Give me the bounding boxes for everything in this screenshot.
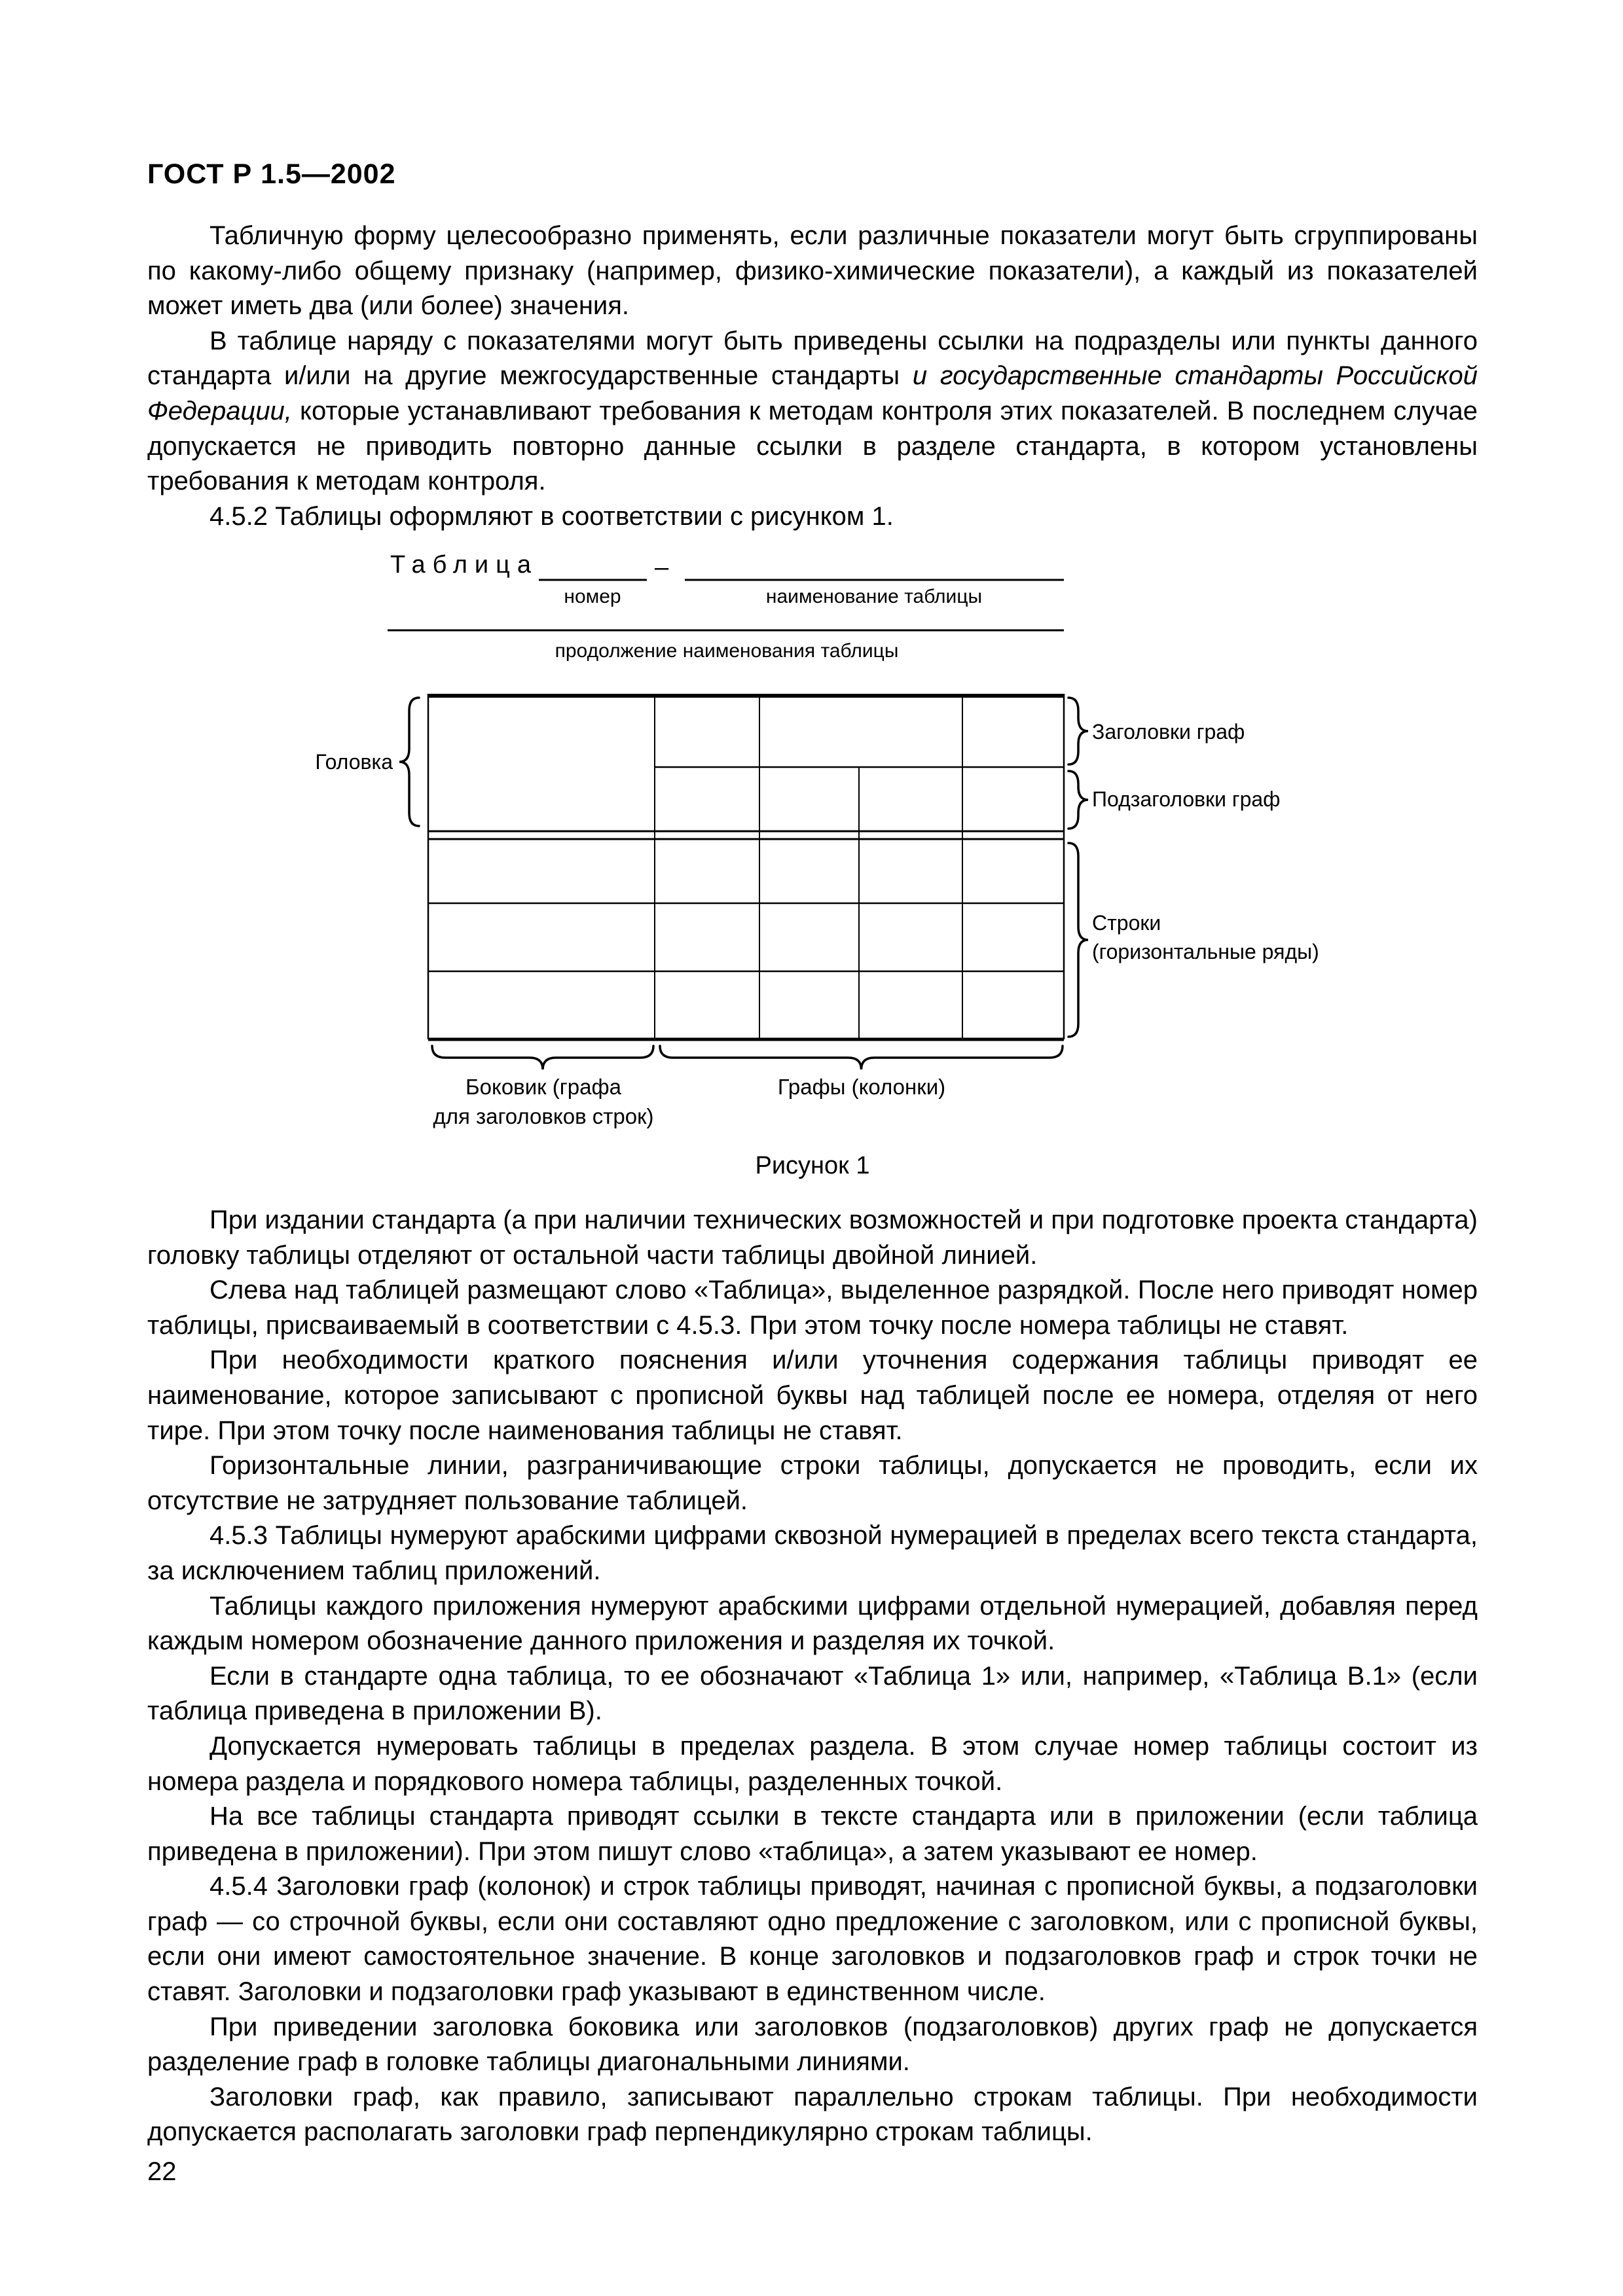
text-run: которые устанавливают требования к методам контроля этих показателей. В последнем случае допускается не приводить повторно данные ссылки в разделе стандарта, в котором установлены требования к методам контроля. — [147, 396, 1478, 496]
brace-column-headers — [1068, 698, 1088, 764]
paragraph — [147, 1799, 1478, 1869]
text-run: Таблицы каждого приложения нумеруют арабскими цифрами отдельной нумерацией, добавляя перед каждым номером обозначение данного приложения и разделяя их точкой. — [147, 1591, 1478, 1656]
text-run: 4.5.3 Таблицы нумеруют арабскими цифрами сквозной нумерацией в пределах всего текста стандарта, за исключением таблиц приложений. — [147, 1521, 1478, 1585]
text-run: Слева над таблицей размещают слово «Таблица», выделенное разрядкой. После него приводят номер таблицы, присваиваемый в соответствии с 4.5.3. При этом точку после номера таблицы не ставят. — [147, 1276, 1478, 1340]
paragraph — [147, 2080, 1478, 2150]
paragraph — [147, 2010, 1478, 2080]
paragraph — [147, 1448, 1478, 1518]
text-run: На все таблицы стандарта приводят ссылки в тексте стандарта или в приложении (если таблица приведена в приложении). При этом пишут слово «таблица», а затем указывают ее номер. — [147, 1802, 1478, 1866]
label-number: номер — [564, 586, 621, 607]
figure-caption: Рисунок 1 — [755, 1152, 870, 1179]
paragraph — [147, 219, 1478, 324]
paragraph — [147, 1273, 1478, 1343]
label-table-name: наименование таблицы — [765, 586, 983, 607]
text-run: Если в стандарте одна таблица, то ее обозначают «Таблица 1» или, например, «Таблица В.1» (если таблица приведена в приложении В). — [147, 1661, 1478, 1726]
brace-rows — [1068, 843, 1088, 1037]
brace-columns — [660, 1046, 1063, 1069]
text-run: 4.5.4 Заголовки граф (колонок) и строк таблицы приводят, начиная с прописной буквы, а подзаголовки граф — со строчной буквы, если они составляют одно предложение с заголовком, или с прописной буквы, если они имеют самостоятельное значение. В конце заголовков и подзаголовков граф и строк точки не ставят. Заголовки и подзаголовки граф указывают в единственном числе. — [147, 1872, 1478, 2007]
label-sidebar-line2: для заголовков строк) — [433, 1104, 654, 1128]
label-column-subheaders: Подзаголовки граф — [1092, 787, 1281, 811]
text-run: При необходимости краткого пояснения и/или уточнения содержания таблицы приводят ее наименование, которое записывают с прописной буквы над таблицей после ее номера, отделяя от него тире. При этом точку после наименования таблицы не ставят. — [147, 1346, 1478, 1445]
paragraph — [147, 1659, 1478, 1729]
figure-table-word: Таблица — [390, 551, 538, 579]
brace-sidebar — [432, 1046, 653, 1069]
text-run: Заголовки граф, как правило, записывают параллельно строкам таблицы. При необходимости допускается располагать заголовки граф перпендикулярно строкам таблицы. — [147, 2082, 1478, 2147]
label-head: Головка — [315, 750, 393, 774]
page-number: 22 — [147, 2157, 177, 2186]
paragraph — [147, 1729, 1478, 1799]
table-grid — [428, 694, 1064, 1039]
text-run: В таблице наряду с показателями могут быть приведены ссылки на подразделы или пункты данного стандарта и/или на другие межгосударственные стандарты — [147, 326, 1478, 391]
text-run: 4.5.2 Таблицы оформляют в соответствии с рисунком 1. — [210, 501, 894, 531]
italic-run: и государственные стандарты Российской Федерации, — [147, 361, 1478, 425]
text-run: При издании стандарта (а при наличии технических возможностей и при подготовке проекта стандарта) головку таблицы отделяют от остальной части таблицы двойной линией. — [147, 1206, 1478, 1270]
text-run: При приведении заголовка боковика или заголовков (подзаголовков) других граф не допускается разделение граф в головке таблицы диагональными линиями. — [147, 2012, 1478, 2077]
paragraph — [147, 1343, 1478, 1448]
text-run: Допускается нумеровать таблицы в пределах раздела. В этом случае номер таблицы состоит из номера раздела и порядкового номера таблицы, разделенных точкой. — [147, 1731, 1478, 1796]
label-rows-line2: (горизонтальные ряды) — [1092, 940, 1319, 963]
paragraph — [147, 499, 1478, 535]
label-column-headers: Заголовки граф — [1092, 720, 1245, 744]
label-sidebar-line1: Боковик (графа — [465, 1075, 621, 1099]
brace-head — [399, 698, 419, 826]
text-run: Табличную форму целесообразно применять, если различные показатели могут быть сгруппированы по какому-либо общему признаку (например, физико-химические показатели), а каждый из показателей может иметь два (или более) значения. — [147, 221, 1478, 321]
paragraph — [147, 1589, 1478, 1659]
label-rows-line1: Строки — [1092, 911, 1161, 935]
text-run: Горизонтальные линии, разграничивающие строки таблицы, допускается не проводить, если их отсутствие не затрудняет пользование таблицей. — [147, 1451, 1478, 1515]
standard-code: ГОСТ Р 1.5—2002 — [147, 158, 396, 190]
paragraph — [147, 1518, 1478, 1588]
paragraph — [147, 324, 1478, 499]
paragraph — [147, 1869, 1478, 2009]
braces — [399, 698, 1088, 1069]
label-name-continuation: продолжение наименования таблицы — [555, 640, 899, 662]
figure-dash: – — [655, 554, 669, 581]
label-columns: Графы (колонки) — [777, 1075, 946, 1099]
bottom-text-block — [147, 1203, 1478, 2150]
paragraph — [147, 1203, 1478, 1273]
brace-column-subheaders — [1068, 771, 1088, 829]
top-text-block — [147, 219, 1478, 534]
